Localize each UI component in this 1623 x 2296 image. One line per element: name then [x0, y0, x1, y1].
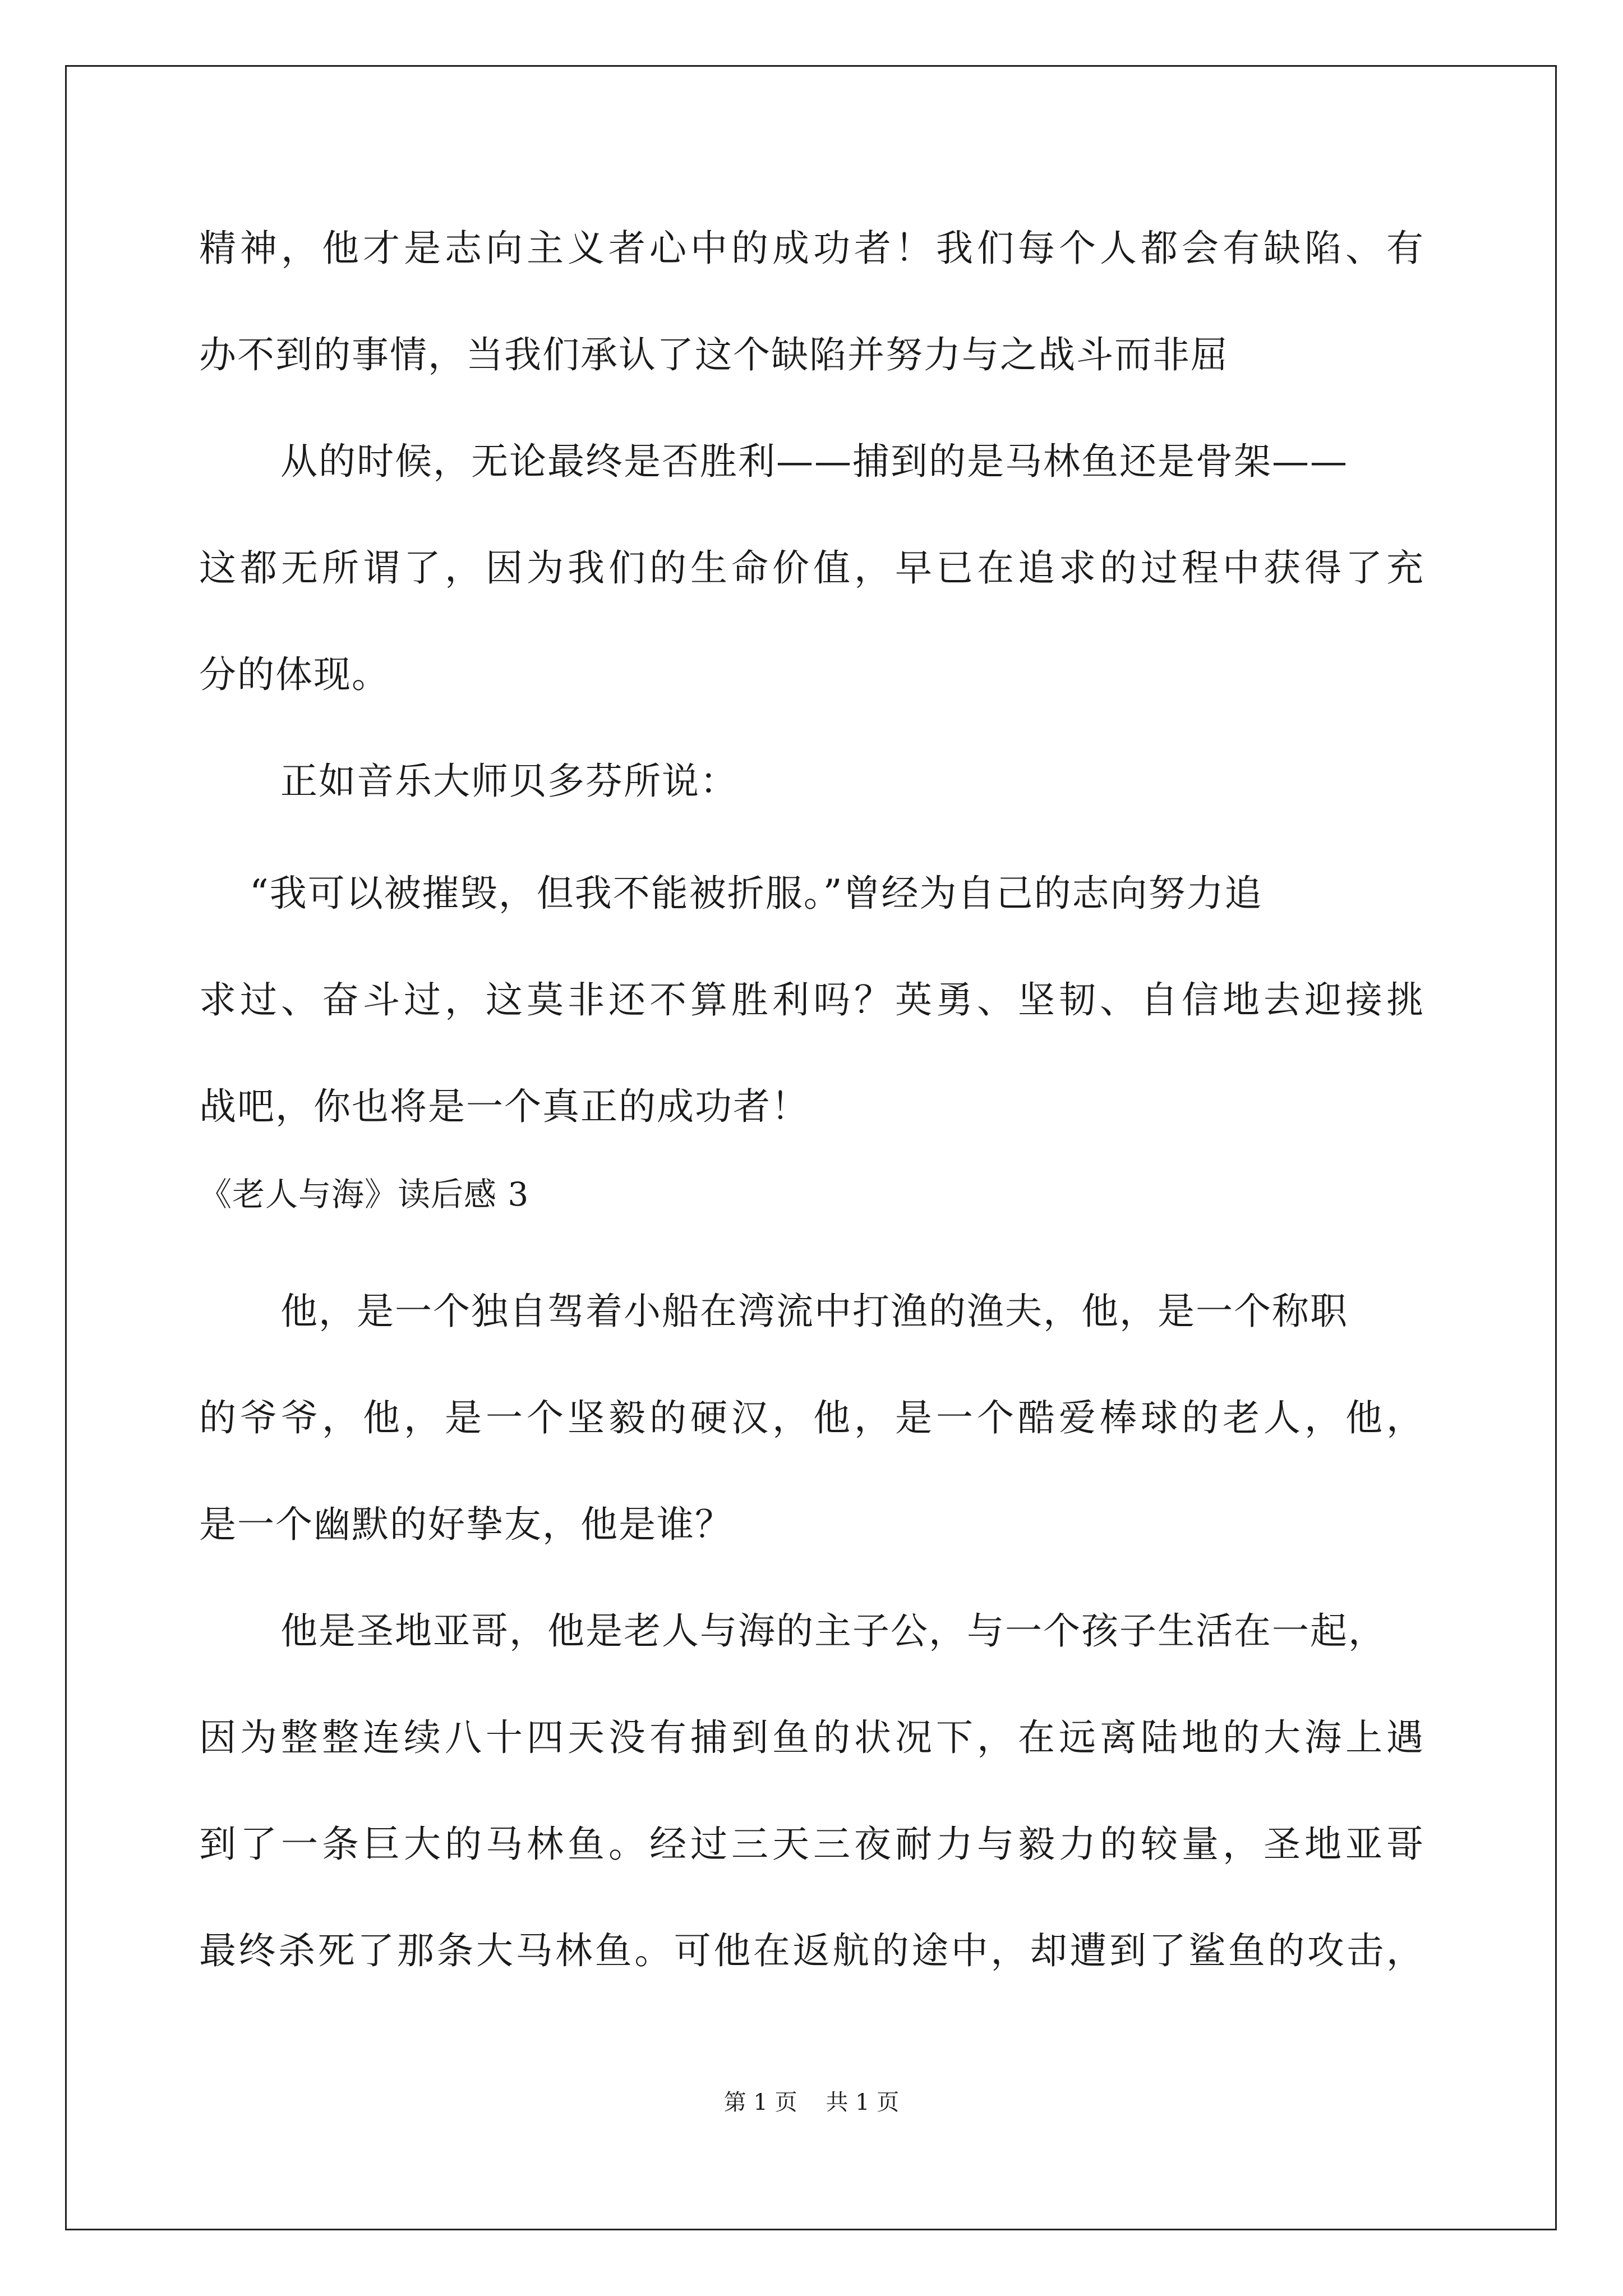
text-line: 最终杀死了那条大马林鱼。可他在返航的途中，却遭到了鲨鱼的攻击， — [199, 1929, 1424, 1972]
text-line: 正如音乐大师贝多芬所说： — [280, 760, 738, 803]
text-line: 分的体现。 — [199, 653, 390, 696]
text-line: 是一个幽默的好挚友，他是谁？ — [199, 1503, 733, 1546]
text-line: 战吧，你也将是一个真正的成功者！ — [199, 1085, 809, 1128]
text-line: 办不到的事情，当我们承认了这个缺陷并努力与之战斗而非屈 — [199, 333, 1229, 376]
text-line: 从的时候，无论最终是否胜利——捕到的是马林鱼还是骨架—— — [280, 440, 1348, 483]
section-heading: 《老人与海》读后感 3 — [199, 1175, 529, 1213]
text-line: 的爷爷，他，是一个坚毅的硬汉，他，是一个酷爱棒球的老人，他， — [199, 1396, 1424, 1439]
text-line: “我可以被摧毁，但我不能被折服。”曾经为自己的志向努力追 — [250, 872, 1263, 915]
text-line: 到了一条巨大的马林鱼。经过三天三夜耐力与毅力的较量，圣地亚哥 — [199, 1823, 1424, 1866]
page-border — [65, 65, 1557, 2230]
text-line: 他，是一个独自驾着小船在湾流中打渔的渔夫，他，是一个称职 — [280, 1290, 1348, 1333]
text-line: 因为整整连续八十四天没有捕到鱼的状况下，在远离陆地的大海上遇 — [199, 1716, 1424, 1759]
text-line: 这都无所谓了，因为我们的生命价值，早已在追求的过程中获得了充 — [199, 546, 1424, 590]
page-footer: 第 1 页 共 1 页 — [723, 2090, 900, 2115]
text-line: 精神，他才是志向主义者心中的成功者！我们每个人都会有缺陷、有 — [199, 227, 1424, 270]
text-line: 求过、奋斗过，这莫非还不算胜利吗？英勇、坚韧、自信地去迎接挑 — [199, 978, 1424, 1022]
text-line: 他是圣地亚哥，他是老人与海的主子公，与一个孩子生活在一起， — [280, 1609, 1386, 1653]
